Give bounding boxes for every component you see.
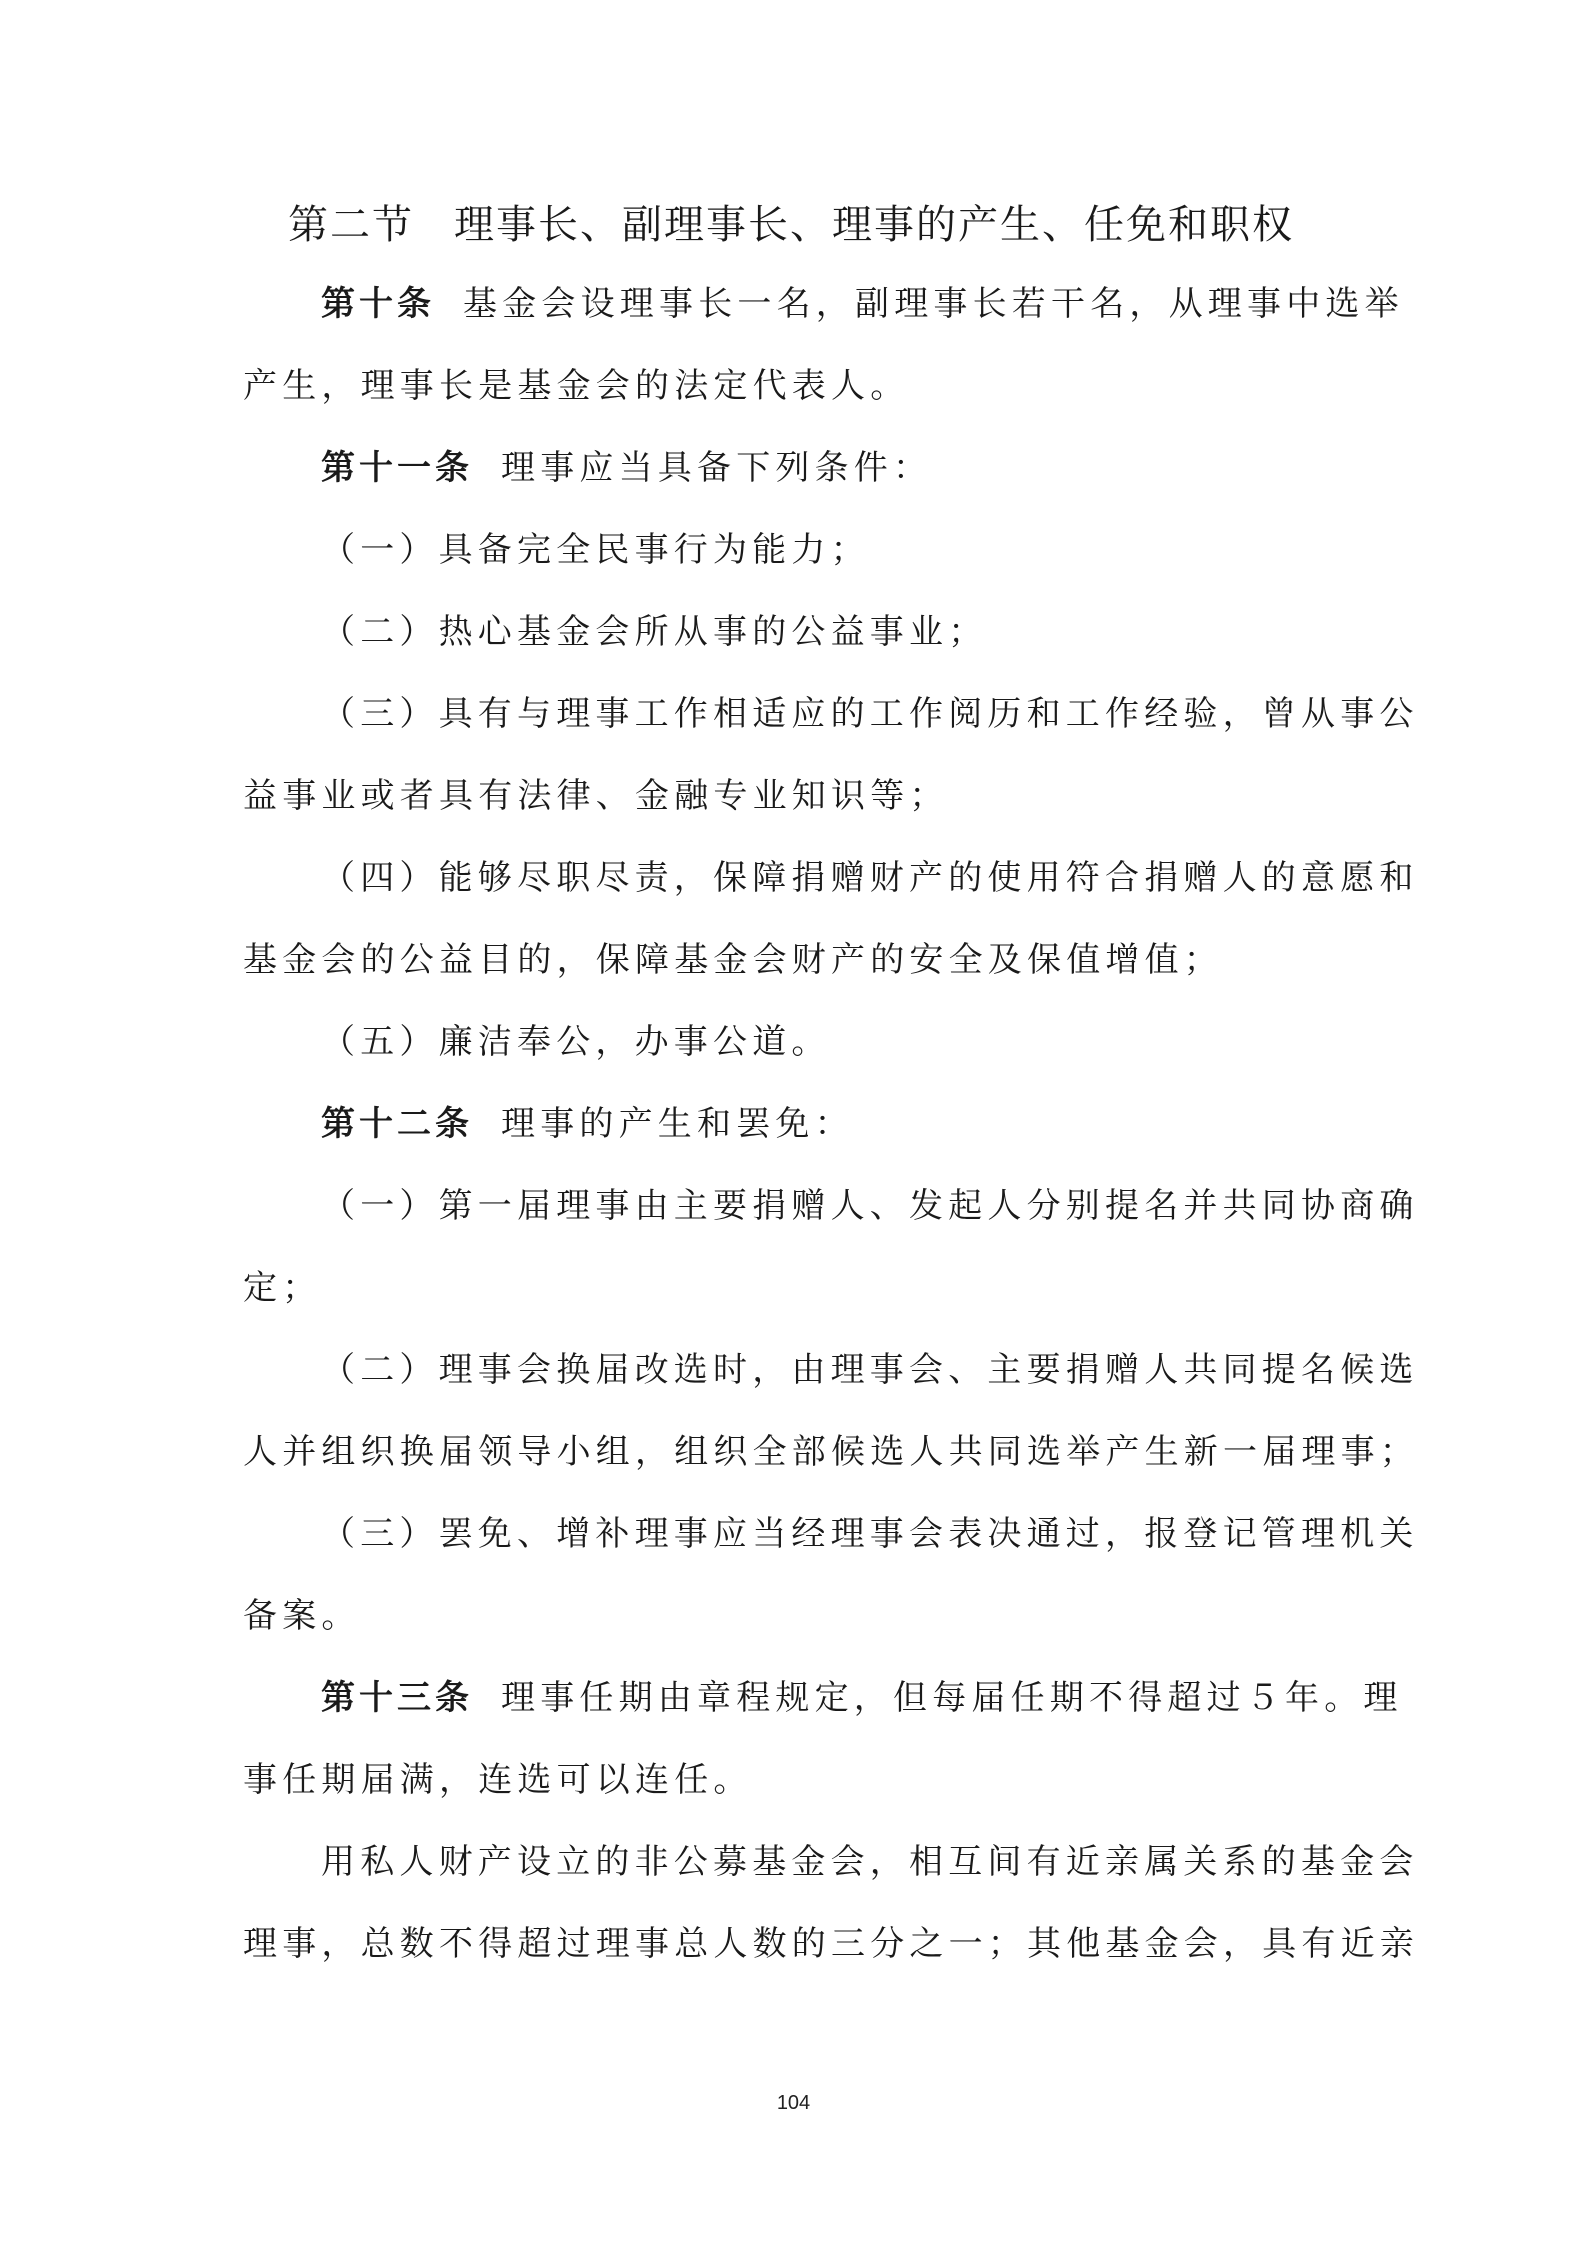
line-text: 理事任期由章程规定，但每届任期不得超过５年。理 bbox=[501, 1678, 1403, 1718]
article-label: 第十条 bbox=[321, 284, 435, 324]
paragraph-line bbox=[243, 509, 1353, 591]
paragraph-line bbox=[243, 1247, 1353, 1329]
section-title: 理事长、副理事长、理事的产生、任免和职权 bbox=[454, 202, 1294, 248]
paragraph-line bbox=[243, 919, 1353, 1001]
paragraph-line bbox=[243, 1821, 1419, 1903]
paragraph-line bbox=[243, 345, 1353, 427]
paragraph-line bbox=[243, 1493, 1419, 1575]
paragraph-line bbox=[243, 1165, 1419, 1247]
paragraph-line bbox=[243, 1575, 1353, 1657]
paragraph-line bbox=[243, 673, 1419, 755]
line-text: 产生，理事长是基金会的法定代表人。 bbox=[243, 366, 910, 406]
line-text: （二）理事会换届改选时，由理事会、主要捐赠人共同提名候选 bbox=[321, 1350, 1419, 1390]
line-text: 理事应当具备下列条件： bbox=[501, 448, 933, 488]
line-text: 用私人财产设立的非公募基金会，相互间有近亲属关系的基金会 bbox=[321, 1842, 1419, 1882]
line-text: 定； bbox=[243, 1268, 322, 1308]
section-heading bbox=[288, 190, 1388, 260]
paragraph-line bbox=[243, 837, 1419, 919]
paragraph-line bbox=[243, 263, 1404, 345]
line-text: 理事，总数不得超过理事总人数的三分之一；其他基金会，具有近亲 bbox=[243, 1924, 1419, 1964]
line-text: （三）具有与理事工作相适应的工作阅历和工作经验，曾从事公 bbox=[321, 694, 1419, 734]
paragraph-line bbox=[243, 591, 1353, 673]
line-text: 事任期届满，连选可以连任。 bbox=[243, 1760, 753, 1800]
paragraph-line bbox=[243, 1739, 1353, 1821]
line-text: 理事的产生和罢免： bbox=[501, 1104, 854, 1144]
paragraph-line bbox=[243, 755, 1353, 837]
article-label: 第十二条 bbox=[321, 1104, 473, 1144]
article-label: 第十一条 bbox=[321, 448, 473, 488]
paragraph-line bbox=[243, 1657, 1403, 1739]
line-text: 人并组织换届领导小组，组织全部候选人共同选举产生新一届理事； bbox=[243, 1432, 1419, 1472]
paragraph-line bbox=[243, 1411, 1419, 1493]
line-text: （五）廉洁奉公，办事公道。 bbox=[321, 1022, 831, 1062]
line-text: （一）具备完全民事行为能力； bbox=[321, 530, 870, 570]
page-number: 104 bbox=[776, 2092, 811, 2114]
paragraph-line bbox=[243, 1001, 1353, 1083]
body-text bbox=[243, 263, 1419, 1985]
line-text: （三）罢免、增补理事应当经理事会表决通过，报登记管理机关 bbox=[321, 1514, 1419, 1554]
line-text: 益事业或者具有法律、金融专业知识等； bbox=[243, 776, 949, 816]
line-text: （一）第一届理事由主要捐赠人、发起人分别提名并共同协商确 bbox=[321, 1186, 1419, 1226]
paragraph-line bbox=[243, 1903, 1419, 1985]
article-label: 第十三条 bbox=[321, 1678, 473, 1718]
paragraph-line bbox=[243, 1083, 1353, 1165]
line-text: （四）能够尽职尽责，保障捐赠财产的使用符合捐赠人的意愿和 bbox=[321, 858, 1419, 898]
line-text: 基金会的公益目的，保障基金会财产的安全及保值增值； bbox=[243, 940, 1223, 980]
paragraph-line bbox=[243, 427, 1353, 509]
line-text: 备案。 bbox=[243, 1596, 361, 1636]
section-number: 第二节 bbox=[288, 202, 414, 248]
line-text: 基金会设理事长一名，副理事长若干名，从理事中选举 bbox=[463, 284, 1404, 324]
line-text: （二）热心基金会所从事的公益事业； bbox=[321, 612, 988, 652]
paragraph-line bbox=[243, 1329, 1419, 1411]
